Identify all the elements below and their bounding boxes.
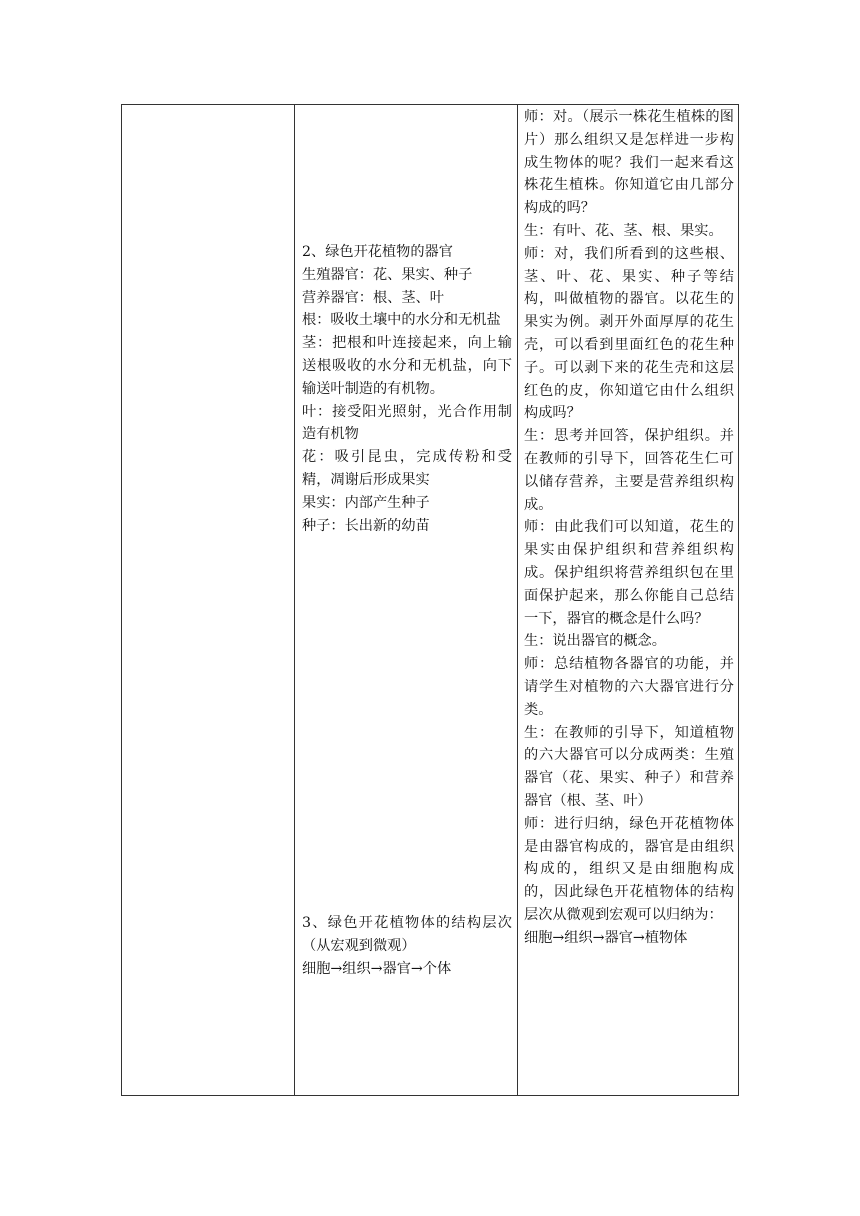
text-line: 生殖器官：花、果实、种子 <box>302 266 473 283</box>
content-block-structure-levels <box>302 912 512 980</box>
content-block-organs <box>302 241 512 537</box>
lesson-table <box>121 104 739 1096</box>
text-line: 种子：长出新的幼苗 <box>302 517 430 534</box>
text-line: 营养器官：根、茎、叶 <box>302 289 444 306</box>
activity-paragraph: 师：对。（展示一株花生植株的图片）那么组织又是怎样进一步构成生物体的呢？我们一起来看这株花生植株。你知道它由几部分构成的吗？ <box>524 109 734 217</box>
text-line: 叶：接受阳光照射，光合作用制造有机物 <box>302 403 512 443</box>
activity-paragraph: 师：进行归纳，绿色开花植物体是由器官构成的，器官是由组织构成的，组织又是由细胞构成的，因此绿色开花植物体的结构层次从微观到宏观可以归纳为： <box>524 815 734 923</box>
activity-paragraph: 师：由此我们可以知道，花生的果实由保护组织和营养组织构成。保护组织将营养组织包在里面保护起来，那么你能自己总结一下，器官的概念是什么吗？ <box>524 519 734 627</box>
activity-paragraph: 师：对，我们所看到的这些根、茎、叶、花、果实、种子等结构，叫做植物的器官。以花生的果实为例。剥开外面厚厚的花生壳，可以看到里面红色的花生种子。可以剥下来的花生壳和这层红色的皮，你知道它由什么组织构成吗？ <box>524 245 734 422</box>
text-line: 茎：把根和叶连接起来，向上输送根吸收的水分和无机盐，向下输送叶制造的有机物。 <box>302 335 512 397</box>
text-line: 根：吸收土壤中的水分和无机盐 <box>302 312 501 329</box>
teaching-activities <box>524 106 734 949</box>
activity-paragraph: 生：有叶、花、茎、根、果实。 <box>524 222 723 239</box>
column-divider <box>517 105 518 1095</box>
activity-paragraph: 生：思考并回答，保护组织。并在教师的引导下，回答花生仁可以储存营养，主要是营养组织构成。 <box>524 428 734 513</box>
activity-paragraph: 生：说出器官的概念。 <box>524 633 666 650</box>
text-line: 3、绿色开花植物体的结构层次（从宏观到微观） <box>302 915 512 954</box>
activity-paragraph: 生：在教师的引导下，知道植物的六大器官可以分成两类：生殖器官（花、果实、种子）和营养器官（根、茎、叶） <box>524 724 734 809</box>
text-line: 细胞→组织→器官→个体 <box>302 960 452 977</box>
activity-paragraph: 师：总结植物各器官的功能，并请学生对植物的六大器官进行分类。 <box>524 656 734 718</box>
text-line: 花：吸引昆虫，完成传粉和受精，凋谢后形成果实 <box>302 449 512 488</box>
text-line: 2、绿色开花植物的器官 <box>302 244 453 260</box>
activity-paragraph: 细胞→组织→器官→植物体 <box>524 929 688 946</box>
column-divider <box>294 105 295 1095</box>
text-line: 果实：内部产生种子 <box>302 494 430 511</box>
